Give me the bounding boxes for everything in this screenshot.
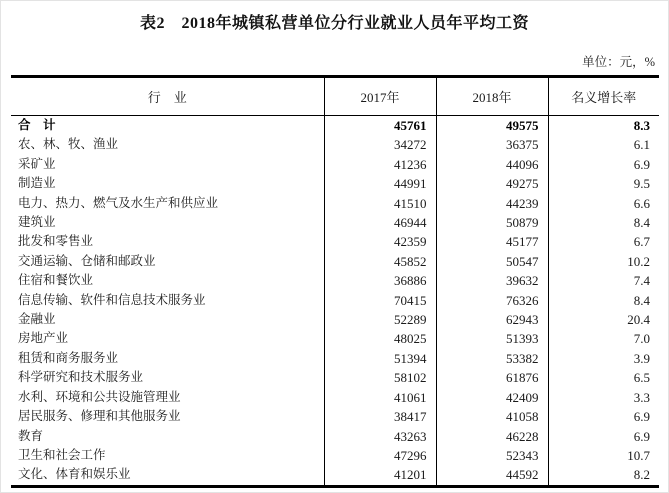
growth-cell: 6.9 [633,428,650,444]
table-row [11,116,659,136]
table-row [11,135,659,154]
value-2018-cell: 50547 [436,252,548,271]
value-2018-cell: 46228 [436,427,548,446]
value-2017-cell: 36886 [324,271,436,290]
growth-cell: 6.6 [633,195,650,211]
growth-cell: 8.4 [633,215,650,231]
value-2017-cell: 34272 [324,135,436,154]
growth-cell: 10.2 [627,253,650,269]
wage-table [11,75,659,488]
table-row [11,252,659,271]
value-2017-cell: 44991 [324,174,436,193]
table-row [11,310,659,329]
value-2018-cell: 76326 [436,291,548,310]
industry-cell: 采矿业 [11,155,324,174]
value-2018-cell: 45177 [436,232,548,251]
value-2018-cell: 62943 [436,310,548,329]
industry-cell: 房地产业 [11,329,324,348]
header-row [11,77,659,116]
value-2018-cell: 51393 [436,329,548,348]
growth-cell: 9.5 [633,176,650,192]
table-row [11,329,659,348]
table-row [11,427,659,446]
table-row [11,368,659,387]
industry-cell: 住宿和餐饮业 [11,271,324,290]
value-2017-cell: 41236 [324,155,436,174]
value-2018-cell: 49275 [436,174,548,193]
table-row [11,174,659,193]
value-2018-cell: 42409 [436,388,548,407]
table-row [11,446,659,465]
growth-cell: 6.7 [633,234,650,250]
industry-cell: 交通运输、仓储和邮政业 [11,252,324,271]
value-2018-cell: 39632 [436,271,548,290]
table-row [11,213,659,232]
industry-cell: 租赁和商务服务业 [11,349,324,368]
value-2018-cell: 52343 [436,446,548,465]
industry-cell: 合 计 [11,116,324,136]
value-2017-cell: 45852 [324,252,436,271]
growth-cell: 7.0 [633,331,650,347]
table-row [11,465,659,486]
value-2017-cell: 70415 [324,291,436,310]
year-2018-header: 2018年 [436,77,548,116]
value-2018-cell: 44592 [436,465,548,486]
value-2018-cell: 50879 [436,213,548,232]
value-2017-cell: 46944 [324,213,436,232]
industry-cell: 金融业 [11,310,324,329]
growth-cell: 7.4 [633,273,650,289]
table-body [11,116,659,487]
value-2017-cell: 41510 [324,194,436,213]
industry-cell: 农、林、牧、渔业 [11,135,324,154]
industry-cell: 批发和零售业 [11,232,324,251]
value-2017-cell: 48025 [324,329,436,348]
value-2017-cell: 45761 [324,116,436,136]
table-row [11,232,659,251]
growth-cell: 10.7 [627,447,650,463]
value-2018-cell: 53382 [436,349,548,368]
growth-cell: 6.9 [633,156,650,172]
value-2017-cell: 51394 [324,349,436,368]
table-row [11,194,659,213]
growth-cell: 6.5 [633,370,650,386]
value-2018-cell: 41058 [436,407,548,426]
value-2017-cell: 41061 [324,388,436,407]
growth-cell: 20.4 [627,312,650,328]
industry-cell: 科学研究和技术服务业 [11,368,324,387]
growth-cell: 8.3 [633,118,650,133]
industry-cell: 卫生和社会工作 [11,446,324,465]
value-2017-cell: 38417 [324,407,436,426]
table-row [11,407,659,426]
industry-cell: 电力、热力、燃气及水生产和供应业 [11,194,324,213]
industry-cell: 信息传输、软件和信息技术服务业 [11,291,324,310]
unit-note: 单位：元，% [582,55,655,69]
growth-cell: 8.4 [633,292,650,308]
growth-cell: 6.1 [633,137,650,153]
growth-cell: 6.9 [633,409,650,425]
table-header [11,77,659,116]
value-2018-cell: 61876 [436,368,548,387]
table-row [11,155,659,174]
industry-cell: 制造业 [11,174,324,193]
value-2018-cell: 44096 [436,155,548,174]
industry-cell: 教育 [11,427,324,446]
value-2018-cell: 36375 [436,135,548,154]
growth-cell: 3.3 [633,389,650,405]
table-row [11,388,659,407]
growth-cell: 3.9 [633,350,650,366]
value-2018-cell: 44239 [436,194,548,213]
value-2017-cell: 47296 [324,446,436,465]
value-2018-cell: 49575 [436,116,548,136]
table-row [11,271,659,290]
table-row [11,291,659,310]
industry-cell: 文化、体育和娱乐业 [11,465,324,486]
industry-header: 行 业 [11,77,324,116]
value-2017-cell: 58102 [324,368,436,387]
value-2017-cell: 43263 [324,427,436,446]
table-title: 表2 2018年城镇私营单位分行业就业人员年平均工资 [139,15,529,32]
growth-header: 名义增长率 [548,77,659,116]
industry-cell: 居民服务、修理和其他服务业 [11,407,324,426]
industry-cell: 建筑业 [11,213,324,232]
value-2017-cell: 52289 [324,310,436,329]
growth-cell: 8.2 [633,467,650,483]
value-2017-cell: 41201 [324,465,436,486]
industry-cell: 水利、环境和公共设施管理业 [11,388,324,407]
value-2017-cell: 42359 [324,232,436,251]
year-2017-header: 2017年 [324,77,436,116]
table-row [11,349,659,368]
